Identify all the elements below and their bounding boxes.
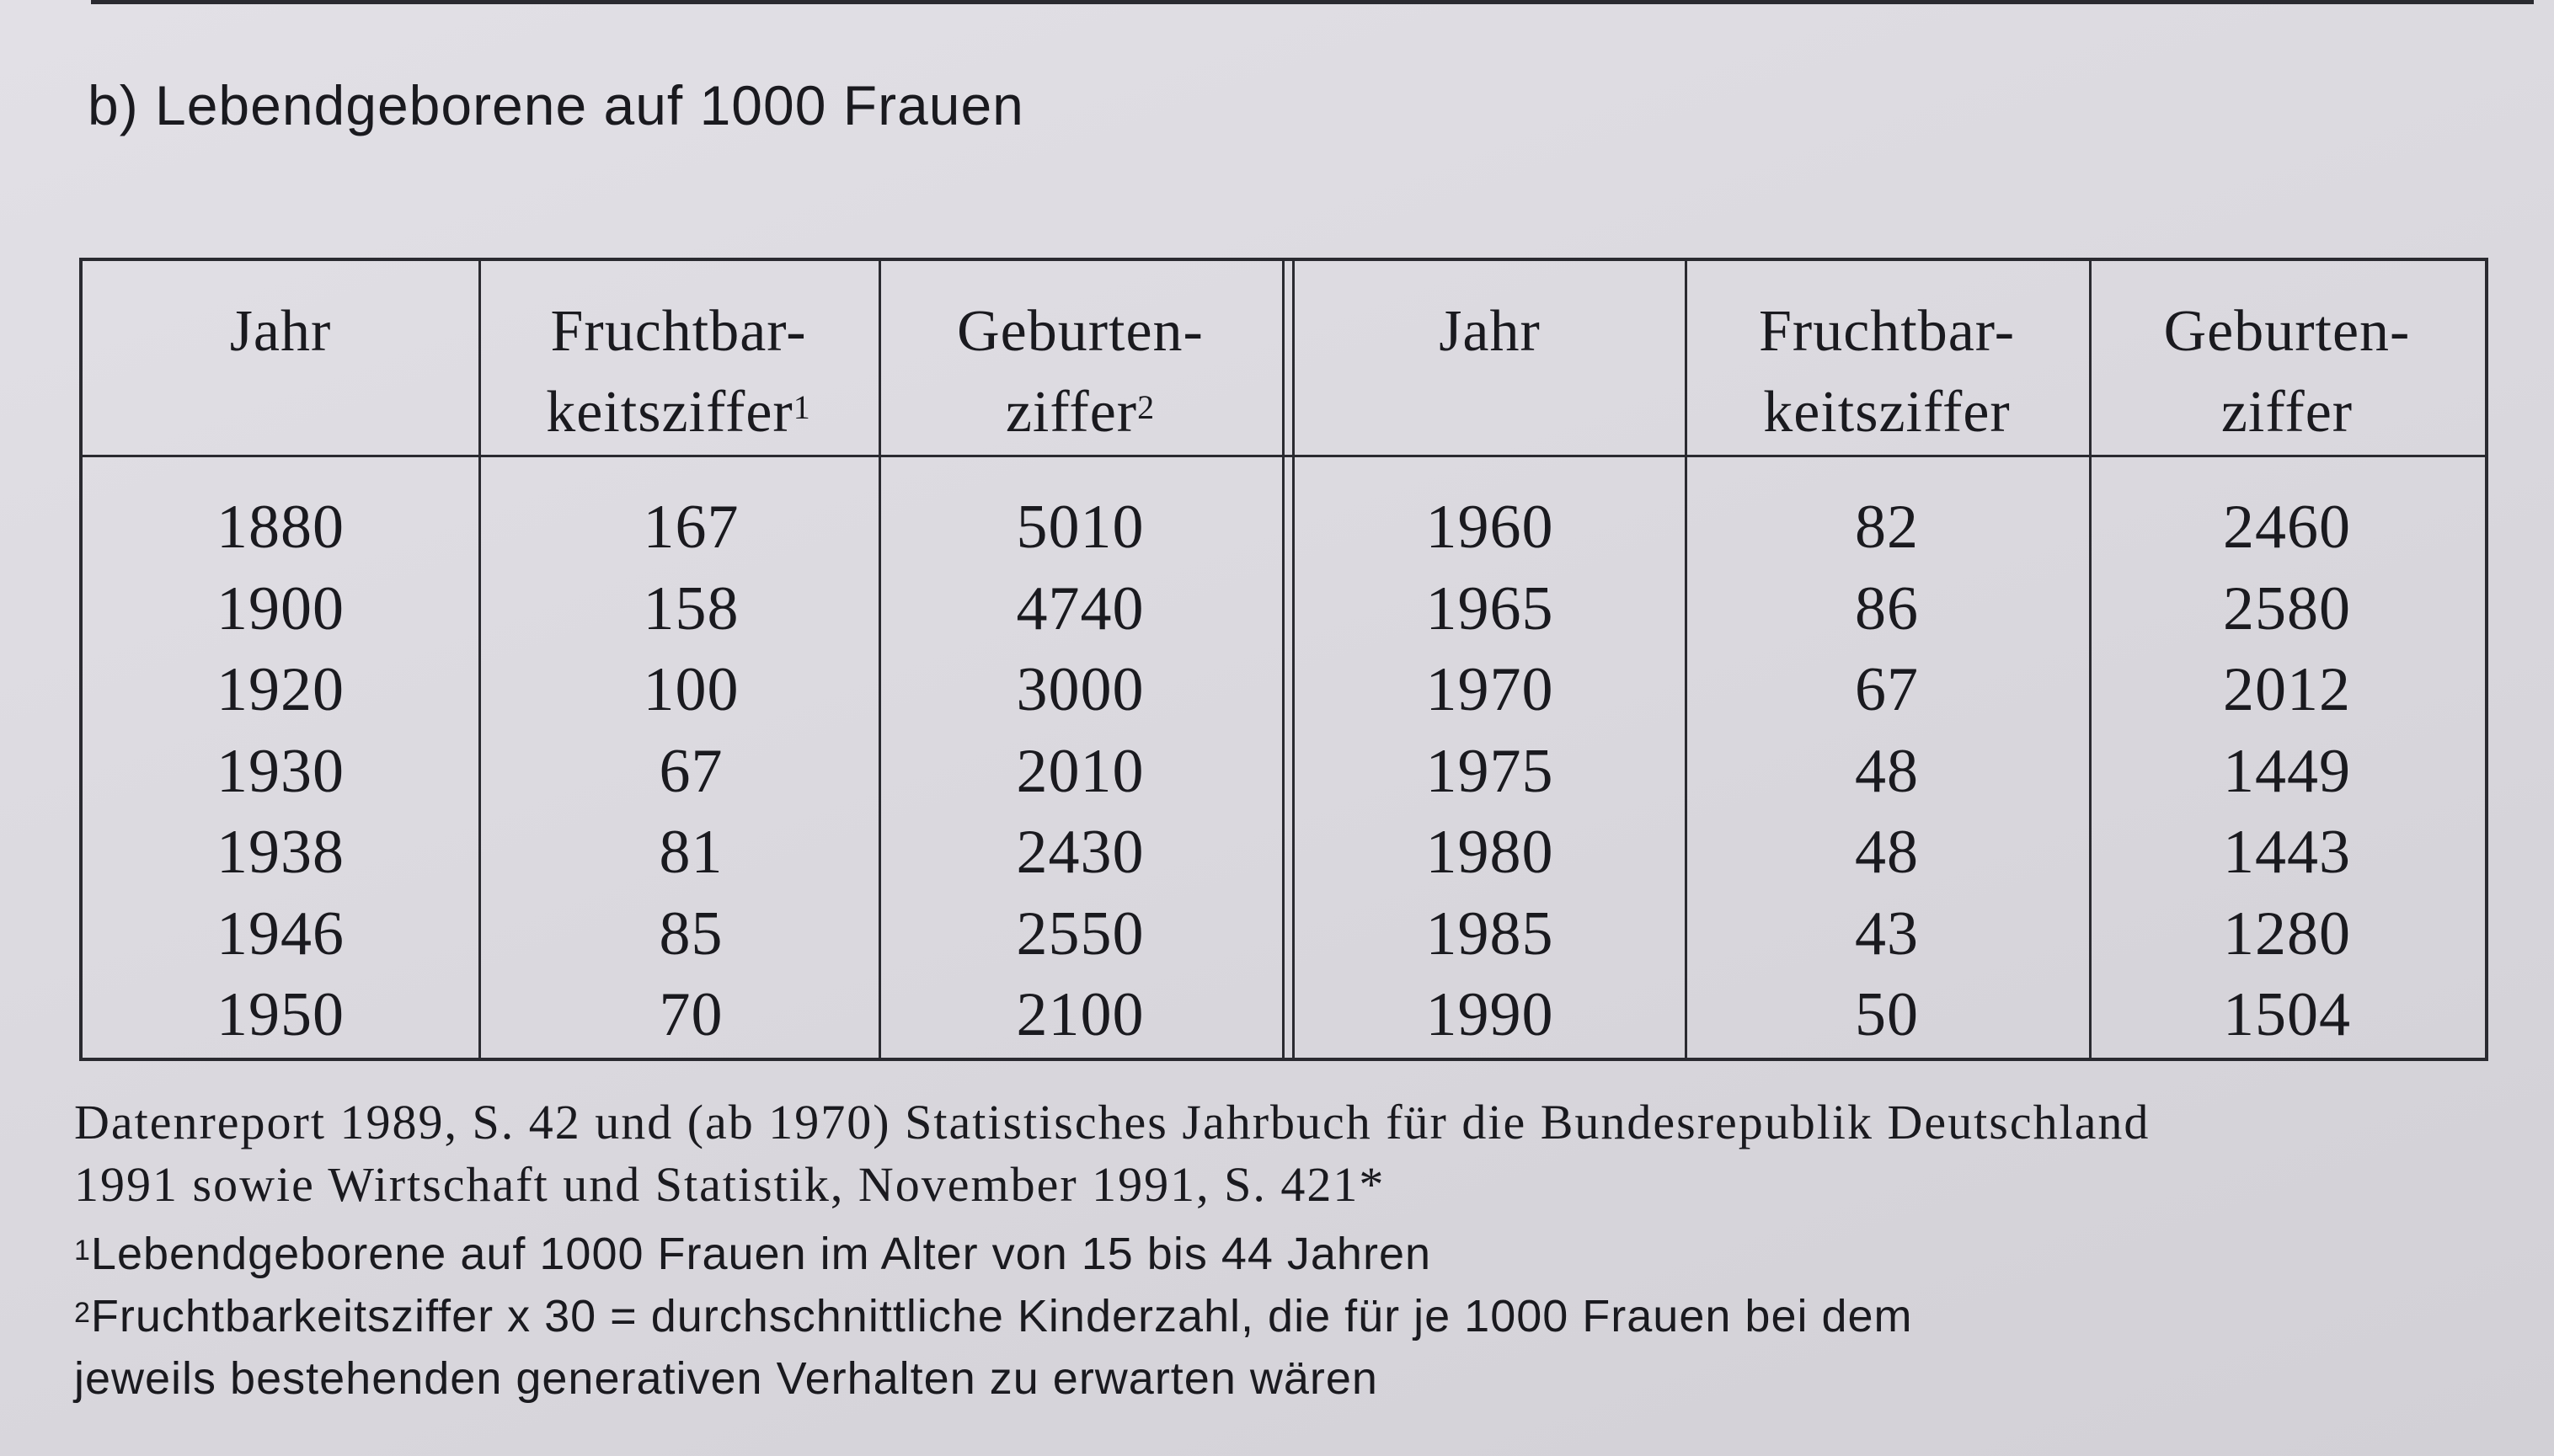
table-cell: 82 bbox=[1855, 493, 1919, 562]
column-left-fertility bbox=[478, 261, 879, 1058]
column-right-birth bbox=[2089, 261, 2485, 1058]
fertility-values bbox=[1685, 487, 2089, 1056]
column-header-birth: Geburten- ziffer bbox=[2163, 299, 2411, 445]
table-cell: 2010 bbox=[1016, 736, 1145, 806]
table-cell: 1980 bbox=[1425, 818, 1554, 887]
table-cell: 1960 bbox=[1425, 493, 1554, 562]
table-cell: 67 bbox=[659, 736, 724, 806]
table-cell: 2460 bbox=[2223, 493, 2351, 562]
table-cell: 50 bbox=[1855, 980, 1919, 1049]
table-cell: 100 bbox=[643, 655, 740, 724]
year-values bbox=[83, 487, 478, 1056]
table-cell: 1504 bbox=[2223, 980, 2351, 1049]
table-cell: 1449 bbox=[2223, 736, 2351, 806]
table-cell: 1990 bbox=[1425, 980, 1554, 1049]
table-cell: 1970 bbox=[1425, 655, 1554, 724]
table-cell: 48 bbox=[1855, 736, 1919, 806]
table-cell: 2550 bbox=[1016, 899, 1145, 968]
table-cell: 85 bbox=[659, 899, 724, 968]
table-cell: 81 bbox=[659, 818, 724, 887]
footnote-marker: 1 bbox=[74, 1235, 91, 1267]
birth-values bbox=[2089, 487, 2485, 1056]
column-right-fertility bbox=[1685, 261, 2089, 1058]
table-cell: 70 bbox=[659, 980, 724, 1049]
table-cell: 3000 bbox=[1016, 655, 1145, 724]
table-cell: 1975 bbox=[1425, 736, 1554, 806]
table-cell: 1930 bbox=[216, 736, 345, 806]
birth-rate-table bbox=[79, 258, 2488, 1061]
column-header-year: Jahr bbox=[229, 299, 332, 364]
column-header-fertility: Fruchtbar- keitsziffer$^1$ bbox=[546, 299, 811, 445]
table-cell: 67 bbox=[1855, 655, 1919, 724]
column-left-birth bbox=[879, 261, 1282, 1058]
table-cell: 1965 bbox=[1425, 573, 1554, 643]
source-note: Datenreport 1989, S. 42 und (ab 1970) Statistisches Jahrbuch für die Bundesrepublik Deutschland 1991 sowie Wirtschaft und Statistik, November 1991, S. 421* bbox=[74, 1095, 2151, 1212]
table-cell: 1985 bbox=[1425, 899, 1554, 968]
table-cell: 1938 bbox=[216, 818, 345, 887]
footnote-marker: 1 bbox=[793, 388, 811, 426]
footnote-marker: 2 bbox=[1137, 388, 1156, 426]
table-cell: 1950 bbox=[216, 980, 345, 1049]
fertility-values bbox=[478, 487, 879, 1056]
column-divider bbox=[1282, 261, 1285, 1058]
table-cell: 2580 bbox=[2223, 573, 2351, 643]
table-cell: 1946 bbox=[216, 899, 345, 968]
table-cell: 2012 bbox=[2223, 655, 2351, 724]
table-cell: 167 bbox=[643, 493, 740, 562]
table-cell: 86 bbox=[1855, 573, 1919, 643]
page-title: b) Lebendgeborene auf 1000 Frauen bbox=[88, 74, 1024, 136]
column-right-year bbox=[1295, 261, 1685, 1058]
table-cell: 1920 bbox=[216, 655, 345, 724]
top-rule bbox=[91, 0, 2534, 4]
birth-values bbox=[879, 487, 1282, 1056]
column-header-year: Jahr bbox=[1439, 299, 1541, 364]
table-cell: 2100 bbox=[1016, 980, 1145, 1049]
table-cell: 5010 bbox=[1016, 493, 1145, 562]
table-cell: 1443 bbox=[2223, 818, 2351, 887]
footnote-1: $^1$Lebendgeborene auf 1000 Frauen im Alter von 15 bis 44 Jahren bbox=[74, 1229, 1432, 1279]
table-cell: 2430 bbox=[1016, 818, 1145, 887]
table-cell: 48 bbox=[1855, 818, 1919, 887]
table-footer bbox=[74, 1091, 2534, 1410]
column-header-fertility: Fruchtbar- keitsziffer bbox=[1758, 299, 2016, 445]
table-cell: 4740 bbox=[1016, 573, 1145, 643]
table-cell: 1280 bbox=[2223, 899, 2351, 968]
table-cell: 158 bbox=[643, 573, 740, 643]
footnote-marker: 2 bbox=[74, 1297, 91, 1329]
table-cell: 1900 bbox=[216, 573, 345, 643]
year-values bbox=[1295, 487, 1685, 1056]
column-left-year bbox=[83, 261, 478, 1058]
table-cell: 1880 bbox=[216, 493, 345, 562]
column-header-birth: Geburten- ziffer$^2$ bbox=[957, 299, 1204, 445]
table-cell: 43 bbox=[1855, 899, 1919, 968]
footnote-2: $^2$Fruchtbarkeitsziffer x 30 = durchschnittliche Kinderzahl, die für je 1000 Frauen bei dem jeweils bestehenden generativen Verhalten zu erwarten wären bbox=[74, 1291, 1913, 1404]
